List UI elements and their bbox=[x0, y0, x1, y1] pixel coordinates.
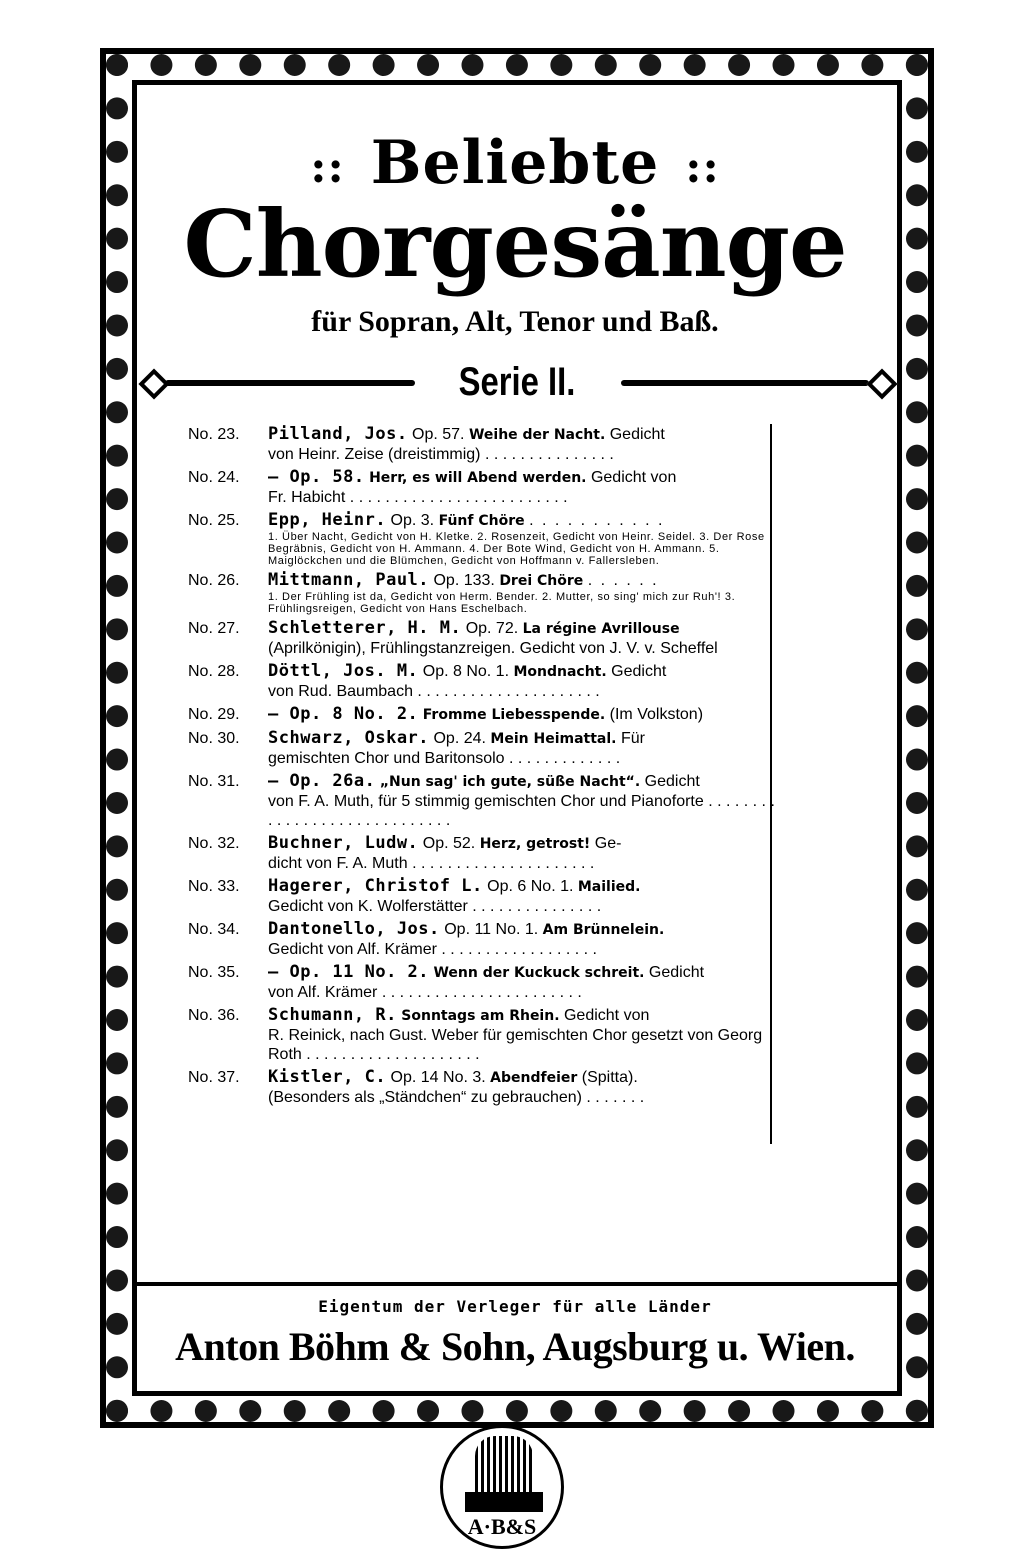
entry-work-title: Weihe der Nacht. bbox=[468, 427, 606, 443]
list-item bbox=[188, 1068, 778, 1107]
serie-row bbox=[137, 360, 897, 406]
entry-work-title: Mondnacht. bbox=[513, 664, 607, 680]
title-beliebte: Beliebte bbox=[370, 128, 660, 198]
entry-number: No. 34. bbox=[188, 921, 240, 938]
entry-work-title: La régine Avrillouse bbox=[522, 621, 680, 637]
list-item bbox=[188, 920, 778, 959]
entry-work-title: Sonntags am Rhein. bbox=[401, 1008, 560, 1024]
entry-number: No. 33. bbox=[188, 878, 240, 895]
entry-opus: Op. 72. bbox=[465, 620, 519, 637]
footer-rule bbox=[137, 1282, 897, 1286]
entry-body bbox=[268, 877, 778, 916]
list-item bbox=[188, 619, 778, 658]
composer-name: Schumann, R. bbox=[268, 1005, 397, 1025]
entry-note: Für bbox=[620, 730, 645, 747]
entry-description: von Heinr. Zeise (dreistimmig) . . . . . . . . . . . . . . . bbox=[268, 446, 614, 463]
entry-work-title: Herz, getrost! bbox=[479, 836, 591, 852]
list-item bbox=[188, 468, 778, 507]
entry-work-title: „Nun sag' ich gute, süße Nacht“. bbox=[379, 774, 641, 790]
entry-body bbox=[268, 571, 778, 615]
rule-right bbox=[621, 380, 869, 386]
entry-note: . . . . . . . . . . . bbox=[529, 512, 665, 529]
entry-note: . . . . . . bbox=[587, 572, 659, 589]
entry-number: No. 35. bbox=[188, 964, 240, 981]
ornament-right: :: bbox=[685, 142, 720, 193]
entry-body bbox=[268, 619, 778, 658]
entry-body bbox=[268, 705, 778, 725]
entry-contents: 1. Der Frühling ist da, Gedicht von Herm. Bender. 2. Mutter, so sing' mich zur Ruh'! 3. Frühlingsreigen, Gedicht von Hans Eschelbach. bbox=[268, 591, 736, 615]
entry-work-title: Wenn der Kuckuck schreit. bbox=[433, 965, 645, 981]
entry-work-title: Mailied. bbox=[577, 879, 641, 895]
entry-work-title: Fromme Liebesspende. bbox=[422, 707, 606, 723]
entry-work-title: Herr, es will Abend werden. bbox=[369, 470, 587, 486]
entry-work-title: Abendfeier bbox=[490, 1070, 578, 1086]
publisher-logo bbox=[440, 1425, 564, 1549]
entry-description: (Aprilkönigin), Frühlingstanzreigen. Gedicht von J. V. v. Scheffel bbox=[268, 640, 718, 657]
entry-contents: 1. Über Nacht, Gedicht von H. Kletke. 2. Rosenzeit, Gedicht von Heinr. Seidel. 3. Der Rose Begräbnis, Gedicht von H. Ammann. 4. Der Bote Wind, Gedicht von H. Ammann. 5. Maiglöckchen und die Blümchen, Gedicht von Hoffmann v. Fallersleben. bbox=[268, 531, 765, 567]
entry-opus: Op. 57. bbox=[412, 426, 465, 443]
organ-base-icon bbox=[465, 1492, 543, 1512]
list-item bbox=[188, 772, 778, 830]
list-item bbox=[188, 877, 778, 916]
subtitle-voices: für Sopran, Alt, Tenor und Baß. bbox=[311, 305, 719, 338]
list-item bbox=[188, 705, 778, 725]
entry-number: No. 30. bbox=[188, 730, 240, 747]
serie-label: Serie II. bbox=[458, 360, 576, 404]
composer-name: Schwarz, Oskar. bbox=[268, 728, 430, 748]
title-chorgesaenge: Chorgesänge bbox=[183, 190, 847, 298]
entry-description: (Besonders als „Ständchen“ zu gebrauchen) . . . . . . . bbox=[268, 1089, 645, 1106]
entry-opus: Op. 14 No. 3. bbox=[390, 1069, 486, 1086]
title-line-1 bbox=[150, 128, 880, 198]
entry-opus: Op. 133. bbox=[433, 572, 495, 589]
publisher-name: Anton Böhm & Sohn, Augsburg u. Wien. bbox=[175, 1324, 855, 1369]
composer-name: Mittmann, Paul. bbox=[268, 570, 430, 590]
entry-number: No. 28. bbox=[188, 663, 240, 680]
list-item bbox=[188, 963, 778, 1002]
entry-note: (Im Volkston) bbox=[609, 706, 704, 723]
song-list bbox=[188, 425, 778, 1111]
entry-body bbox=[268, 425, 778, 464]
ornament-left: :: bbox=[310, 142, 345, 193]
entry-opus: Op. 6 No. 1. bbox=[487, 878, 574, 895]
entry-note: Gedicht bbox=[648, 964, 705, 981]
list-item bbox=[188, 571, 778, 615]
entry-description: dicht von F. A. Muth . . . . . . . . . . . . . . . . . . . . . bbox=[268, 855, 595, 872]
list-item bbox=[188, 834, 778, 873]
entry-description: R. Reinick, nach Gust. Weber für gemischten Chor gesetzt von Georg Roth . . . . . . . . . . . . . . . . . . . . bbox=[268, 1027, 763, 1063]
composer-name: — Op. 8 No. 2. bbox=[268, 704, 419, 724]
entry-description: von Alf. Krämer . . . . . . . . . . . . . . . . . . . . . . . bbox=[268, 984, 582, 1001]
entry-note: (Spitta). bbox=[581, 1069, 638, 1086]
entry-gap bbox=[188, 1107, 778, 1111]
composer-name: Döttl, Jos. M. bbox=[268, 661, 419, 681]
entry-number: No. 23. bbox=[188, 426, 240, 443]
entry-note: Gedicht von bbox=[563, 1007, 650, 1024]
list-item bbox=[188, 425, 778, 464]
entry-number: No. 36. bbox=[188, 1007, 240, 1024]
entry-number: No. 27. bbox=[188, 620, 240, 637]
list-item bbox=[188, 1006, 778, 1064]
entry-body bbox=[268, 834, 778, 873]
entry-opus: Op. 3. bbox=[390, 512, 435, 529]
composer-name: Buchner, Ludw. bbox=[268, 833, 419, 853]
logo-monogram: A·B&S bbox=[467, 1514, 537, 1539]
composer-name: Epp, Heinr. bbox=[268, 510, 387, 530]
entry-opus: Op. 24. bbox=[433, 730, 486, 747]
entry-opus: Op. 52. bbox=[422, 835, 476, 852]
entry-description: Fr. Habicht . . . . . . . . . . . . . . . . . . . . . . . . . bbox=[268, 489, 568, 506]
entry-body bbox=[268, 963, 778, 1002]
entry-number: No. 24. bbox=[188, 469, 240, 486]
entry-body bbox=[268, 772, 778, 830]
entry-number: No. 26. bbox=[188, 572, 240, 589]
entry-description: Gedicht von Alf. Krämer . . . . . . . . . . . . . . . . . . bbox=[268, 941, 597, 958]
entry-description: Gedicht von K. Wolferstätter . . . . . . . . . . . . . . . bbox=[268, 898, 602, 915]
entry-description: gemischten Chor und Baritonsolo . . . . . . . . . . . . . bbox=[268, 750, 621, 767]
entry-body bbox=[268, 1006, 778, 1064]
list-item bbox=[188, 729, 778, 768]
composer-name: Hagerer, Christof L. bbox=[268, 876, 483, 896]
entry-work-title: Drei Chöre bbox=[499, 573, 584, 589]
diamond-right-icon bbox=[866, 368, 897, 399]
entry-note: Gedicht bbox=[609, 426, 665, 443]
composer-name: — Op. 26a. bbox=[268, 771, 376, 791]
composer-name: — Op. 11 No. 2. bbox=[268, 962, 430, 982]
entry-description: von F. A. Muth, für 5 stimmig gemischten Chor und Pianoforte . . . . . . . . . . . . . . . . . . . . . . . . . . . . . bbox=[268, 793, 775, 829]
entry-work-title: Fünf Chöre bbox=[438, 513, 525, 529]
entry-number: No. 37. bbox=[188, 1069, 240, 1086]
entry-opus: Op. 8 No. 1. bbox=[422, 663, 510, 680]
entry-number: No. 25. bbox=[188, 512, 240, 529]
entry-description: von Rud. Baumbach . . . . . . . . . . . . . . . . . . . . . bbox=[268, 683, 600, 700]
composer-name: — Op. 58. bbox=[268, 467, 365, 487]
entry-work-title: Mein Heimattal. bbox=[490, 731, 617, 747]
entry-body bbox=[268, 729, 778, 768]
entry-note: Gedicht bbox=[611, 663, 667, 680]
entry-note: Gedicht bbox=[644, 773, 700, 790]
entry-body bbox=[268, 920, 778, 959]
entry-body bbox=[268, 468, 778, 507]
composer-name: Kistler, C. bbox=[268, 1067, 387, 1087]
entry-body bbox=[268, 662, 778, 701]
list-item bbox=[188, 662, 778, 701]
organ-pipes-icon bbox=[475, 1436, 533, 1492]
entry-work-title: Am Brünnelein. bbox=[542, 922, 665, 938]
composer-name: Schletterer, H. M. bbox=[268, 618, 462, 638]
entry-opus: Op. 11 No. 1. bbox=[444, 921, 539, 938]
entry-body bbox=[268, 1068, 778, 1107]
entry-note: Gedicht von bbox=[590, 469, 677, 486]
entry-number: No. 29. bbox=[188, 706, 240, 723]
list-item bbox=[188, 511, 778, 567]
entry-body bbox=[268, 511, 778, 567]
entry-number: No. 31. bbox=[188, 773, 240, 790]
owner-notice: Eigentum der Verleger für alle Länder bbox=[318, 1297, 712, 1316]
entry-number: No. 32. bbox=[188, 835, 240, 852]
composer-name: Dantonello, Jos. bbox=[268, 919, 440, 939]
composer-name: Pilland, Jos. bbox=[268, 424, 408, 444]
entry-note: Ge- bbox=[594, 835, 622, 852]
